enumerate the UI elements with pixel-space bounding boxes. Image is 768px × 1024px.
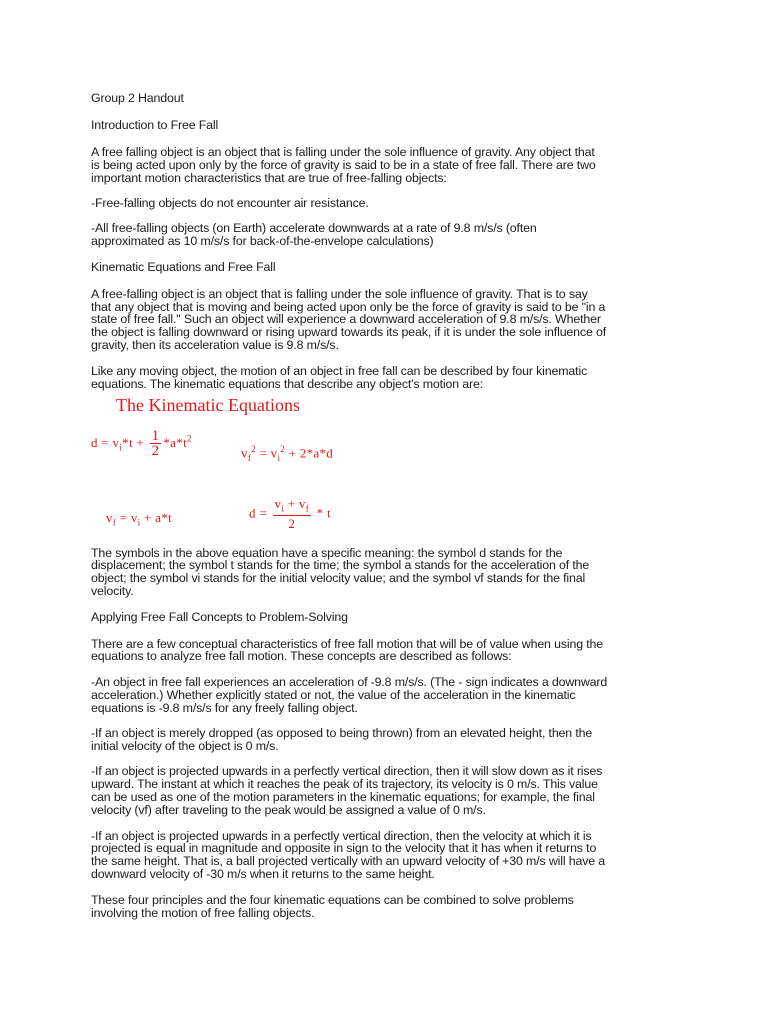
text-line: object; the symbol vi stands for the initial velocity value; and the symbol vf stands for the final xyxy=(91,571,586,586)
text-line: A free-falling object is an object that is falling under the sole influence of gravity. That is to say xyxy=(91,286,588,301)
text-line: Like any moving object, the motion of an object in free fall can be described by four kinematic xyxy=(91,363,588,378)
kinematic-equations-figure xyxy=(91,391,681,547)
intro-paragraph-3 xyxy=(91,222,681,248)
text-line: These four principles and the four kinematic equations can be combined to solve problems xyxy=(91,892,574,907)
equation-final-velocity: $v_f = v_i + a*t$ xyxy=(106,509,172,528)
text-line: important motion characteristics that are true of free-falling objects: xyxy=(91,170,447,185)
text-line: state of free fall." Such an object will experience a downward acceleration of 9.8 m/s/s. Whether xyxy=(91,312,601,327)
text-line: downward velocity of -30 m/s when it returns to the same height. xyxy=(91,867,435,882)
text-line: the same height. That is, a ball projected vertically with an upward velocity of +30 m/s will have a xyxy=(91,854,606,869)
document-page xyxy=(91,92,681,932)
text-line: upward. The instant at which it reaches the peak of its trajectory, its velocity is 0 m/s. This value xyxy=(91,777,598,792)
intro-paragraph-2 xyxy=(91,197,681,210)
document-title: Group 2 Handout xyxy=(91,91,184,105)
fraction-one-half: $\frac{1}{2}$ xyxy=(151,427,160,459)
applying-paragraph-4 xyxy=(91,765,681,817)
text-line: initial velocity of the object is 0 m/s. xyxy=(91,738,279,753)
text-line: -If an object is merely dropped (as opposed to being thrown) from an elevated height, then the xyxy=(91,726,593,741)
text-line: is being acted upon only by the force of gravity is said to be in a state of free fall. There are two xyxy=(91,157,596,172)
text-line: gravity, then its acceleration value is 9.8 m/s/s. xyxy=(91,338,339,353)
applying-paragraph-1 xyxy=(91,638,681,664)
applying-paragraph-6 xyxy=(91,894,681,920)
applying-paragraph-5 xyxy=(91,830,681,882)
text-line: equations to analyze free fall motion. These concepts are described as follows: xyxy=(91,649,512,664)
equation-average-velocity: d = $\frac{v_i + v_f}{2}$ * t xyxy=(249,495,331,532)
text-line: can be used as one of the motion parameters in the kinematic equations; for example, the final xyxy=(91,790,595,805)
intro-paragraph-1 xyxy=(91,146,681,185)
text-line: that any object that is moving and being acted upon only be the force of gravity is said to be "in a xyxy=(91,299,606,314)
text-line: There are a few conceptual characteristics of free fall motion that will be of value when using the xyxy=(91,636,604,651)
figure-title: The Kinematic Equations xyxy=(116,394,300,415)
kinematic-paragraph-1 xyxy=(91,288,681,353)
applying-heading: Applying Free Fall Concepts to Problem-Solving xyxy=(91,609,348,624)
text-line: -If an object is projected upwards in a perfectly vertical direction, then the velocity at which it is xyxy=(91,828,592,843)
text-line: -An object in free fall experiences an acceleration of -9.8 m/s/s. (The - sign indicates a downward xyxy=(91,674,608,689)
text-line: The symbols in the above equation have a specific meaning: the symbol d stands for the xyxy=(91,545,563,560)
kinematic-heading: Kinematic Equations and Free Fall xyxy=(91,259,276,274)
text-line: approximated as 10 m/s/s for back-of-the-envelope calculations) xyxy=(91,234,434,249)
equation-displacement-time: $d = v_i*t$ + $\frac{1}{2}$ $*a*t^2$ xyxy=(91,427,192,459)
text-line: projected is equal in magnitude and opposite in sign to the velocity that it has when it returns to xyxy=(91,841,597,856)
text-line: acceleration.) Whether explicitly stated or not, the value of the acceleration in the kinematic xyxy=(91,687,576,702)
text-line: involving the motion of free falling objects. xyxy=(91,905,315,920)
fraction-average-velocity: $\frac{v_i + v_f}{2}$ xyxy=(274,495,310,532)
applying-paragraph-3 xyxy=(91,727,681,753)
text-line: equations. The kinematic equations that describe any object's motion are: xyxy=(91,376,484,391)
text-line: velocity. xyxy=(91,584,134,599)
text-line: equations is -9.8 m/s/s for any freely falling object. xyxy=(91,700,358,715)
text-line: A free falling object is an object that is falling under the sole influence of gravity. Any object that xyxy=(91,144,595,159)
intro-heading: Introduction to Free Fall xyxy=(91,117,219,132)
kinematic-paragraph-2 xyxy=(91,365,681,391)
applying-paragraph-2 xyxy=(91,676,681,715)
text-line: -All free-falling objects (on Earth) accelerate downwards at a rate of 9.8 m/s/s (often xyxy=(91,221,537,236)
text-line: -Free-falling objects do not encounter air resistance. xyxy=(91,196,369,211)
text-line: velocity (vf) after traveling to the peak would be assigned a value of 0 m/s. xyxy=(91,803,486,818)
text-line: the object is falling downward or rising upward towards its peak, if it is under the sole influence of xyxy=(91,325,607,340)
symbols-paragraph xyxy=(91,547,681,599)
equation-velocity-squared: $v_f^2 = v_i^2 + 2*a*d$ xyxy=(241,443,334,463)
text-line: displacement; the symbol t stands for the time; the symbol a stands for the acceleration of the xyxy=(91,558,590,573)
text-line: -If an object is projected upwards in a perfectly vertical direction, then it will slow down as it rises xyxy=(91,764,603,779)
